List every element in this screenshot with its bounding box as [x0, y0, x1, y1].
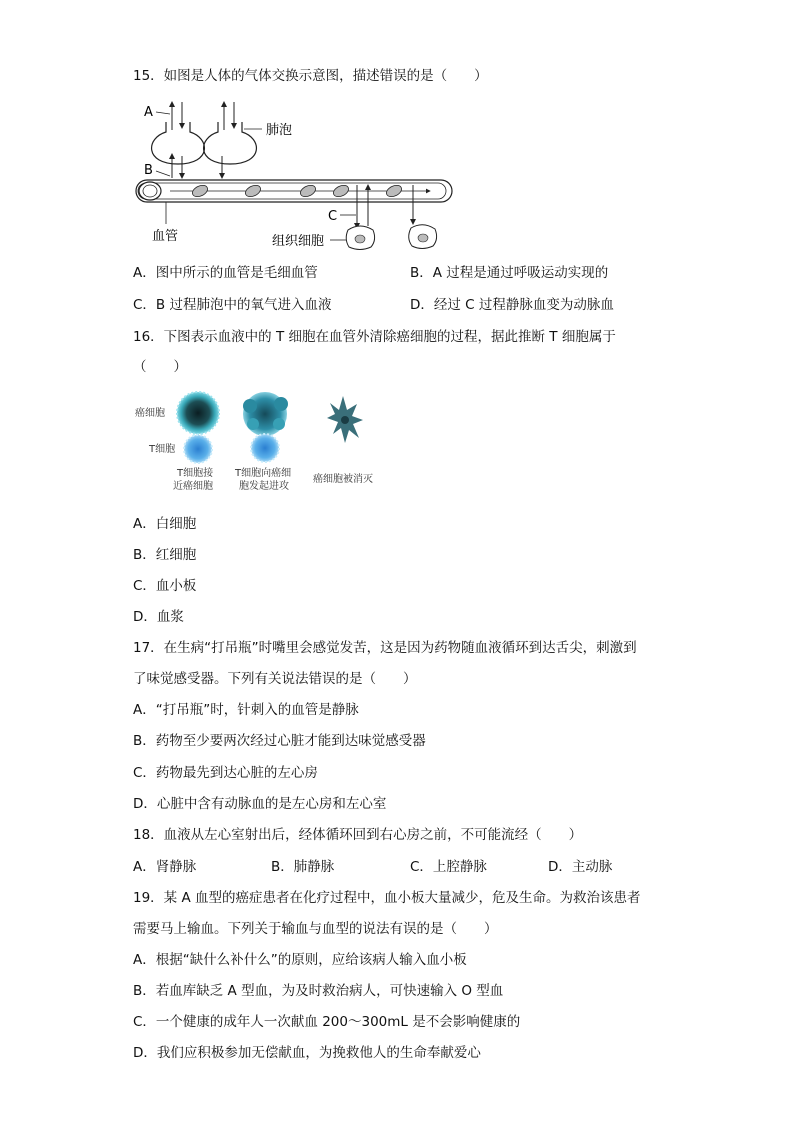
alveolus-2: [204, 122, 257, 164]
q18-stem: 18．血液从左心室射出后，经体循环回到右心房之前，不可能流经（ ）: [133, 827, 583, 843]
label-cancer-cell: 癌细胞: [135, 408, 165, 419]
q15-option-a: A．图中所示的血管是毛细血管: [133, 265, 318, 281]
q15-option-c: C．B 过程肺泡中的氧气进入血液: [133, 297, 332, 313]
q19-option-d: D．我们应积极参加无偿献血，为挽救他人的生命奉献爱心: [133, 1045, 481, 1061]
q15-option-b: B．A 过程是通过呼吸运动实现的: [410, 265, 609, 281]
caption-stage2-line2: 胞发起进攻: [239, 481, 289, 492]
gas-exchange-diagram: [130, 92, 470, 257]
q16-stem-line2: （ ）: [133, 359, 187, 375]
q16-option-a: A．白细胞: [133, 516, 197, 532]
q19-option-b: B．若血库缺乏 A 型血，为及时救治病人，可快速输入 O 型血: [133, 983, 504, 999]
q19-option-c: C．一个健康的成年人一次献血 200～300mL 是不会影响健康的: [133, 1014, 521, 1030]
label-alveolus: 肺泡: [266, 123, 293, 138]
caption-stage1-line2: 近癌细胞: [173, 481, 213, 492]
label-vessel: 血管: [152, 229, 179, 244]
q17-stem-line2: 了味觉感受器。下列有关说法错误的是（ ）: [133, 671, 417, 687]
q19-stem-line1: 19．某 A 血型的癌症患者在化疗过程中，血小板大量减少，危及生命。为救治该患者: [133, 890, 641, 906]
alveolus-1: [152, 122, 205, 164]
tissue-cell-1: [346, 226, 374, 250]
t-cell-figure: [135, 388, 395, 498]
blood-vessel: [136, 180, 452, 202]
q17-option-d: D．心脏中含有动脉血的是左心房和左心室: [133, 796, 387, 812]
destroyed-cancer-cell: [327, 396, 363, 443]
caption-stage1-line1: T细胞接: [177, 468, 214, 479]
q17-option-c: C．药物最先到达心脏的左心房: [133, 765, 318, 781]
label-a: A: [144, 105, 153, 120]
q15-stem: 15．如图是人体的气体交换示意图，描述错误的是（ ）: [133, 68, 488, 84]
t-cell-attacking: [243, 392, 288, 462]
q18-option-b: B．肺静脉: [271, 859, 335, 875]
q15-option-d: D．经过 C 过程静脉血变为动脉血: [410, 297, 614, 313]
label-b: B: [144, 163, 153, 178]
q16-option-c: C．血小板: [133, 578, 197, 594]
q17-option-a: A．“打吊瓶”时，针刺入的血管是静脉: [133, 702, 359, 718]
q18-option-d: D．主动脉: [548, 859, 613, 875]
q17-stem-line1: 17．在生病“打吊瓶”时嘴里会感觉发苦，这是因为药物随血液循环到达舌尖，刺激到: [133, 640, 637, 656]
label-c: C: [328, 209, 338, 224]
q16-option-d: D．血浆: [133, 609, 184, 625]
q18-option-a: A．肾静脉: [133, 859, 197, 875]
q16-option-b: B．红细胞: [133, 547, 197, 563]
q16-stem-line1: 16．下图表示血液中的 T 细胞在血管外清除癌细胞的过程，据此推断 T 细胞属于: [133, 329, 616, 345]
q17-option-b: B．药物至少要两次经过心脏才能到达味觉感受器: [133, 733, 426, 749]
tissue-cell-2: [409, 225, 437, 249]
caption-stage3: 癌细胞被消灭: [313, 474, 373, 485]
label-tissue-cell: 组织细胞: [272, 234, 325, 249]
q19-stem-line2: 需要马上输血。下列关于输血与血型的说法有误的是（ ）: [133, 921, 498, 937]
q18-option-c: C．上腔静脉: [410, 859, 487, 875]
q19-option-a: A．根据“缺什么补什么”的原则，应给该病人输入血小板: [133, 952, 467, 968]
label-t-cell: T细胞: [149, 444, 176, 455]
caption-stage2-line1: T细胞向癌细: [235, 468, 292, 479]
